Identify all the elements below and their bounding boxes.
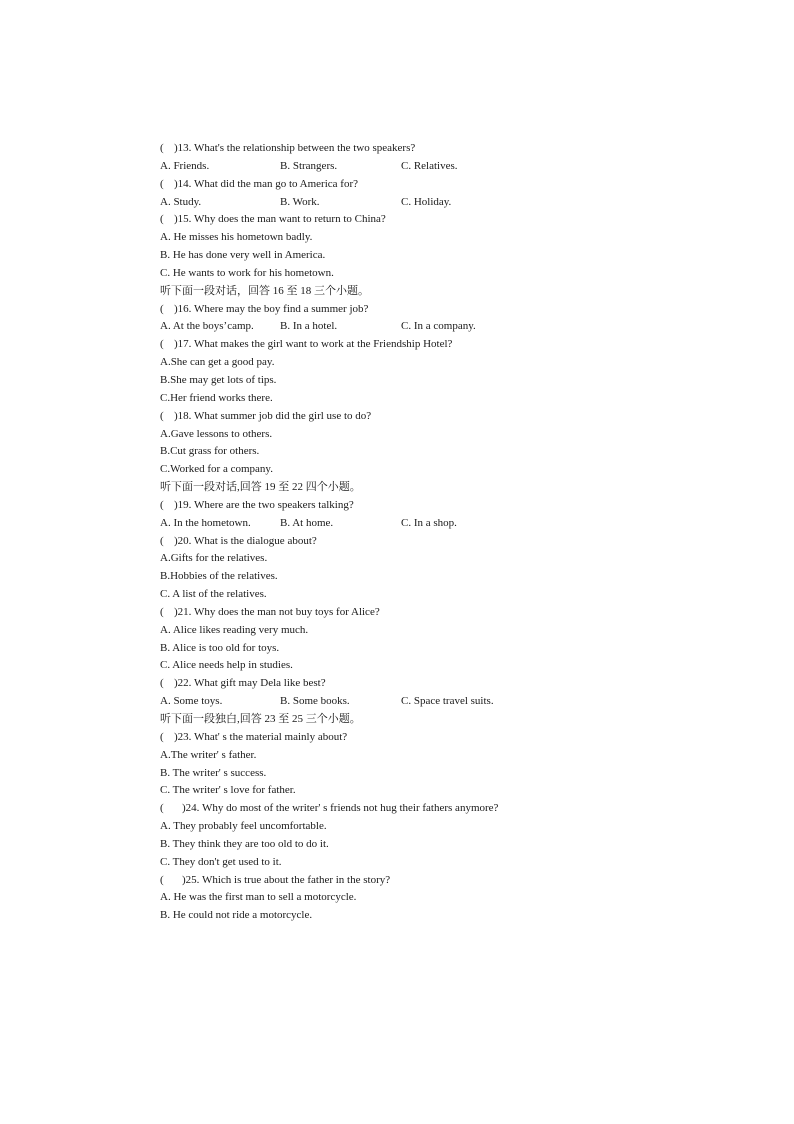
option-b: B. Some books. (280, 695, 350, 708)
question-text: )25. Which is true about the father in the story? (182, 873, 391, 886)
option-line: C. A list of the relatives. (160, 588, 267, 601)
option-line: B. They think they are too old to do it. (160, 837, 329, 850)
section-instruction: 听下面一段对话，回答 16 至 18 三个小题。 (160, 284, 369, 297)
option-b: B. Work. (280, 195, 320, 208)
question-line (160, 301, 720, 319)
option-line: A. Alice likes reading very much. (160, 623, 309, 636)
answer-blank: ( (160, 730, 164, 743)
answer-blank: ( (160, 302, 164, 315)
options-line (160, 515, 720, 533)
options-line (160, 318, 720, 336)
option-line: C.Worked for a company. (160, 463, 273, 476)
option-b: B. Strangers. (280, 159, 338, 172)
section-instruction: 听下面一段独白,回答 23 至 25 三个小题。 (160, 713, 361, 725)
option-line: C. He wants to work for his hometown. (160, 266, 334, 279)
option-line: B. He has done very well in America. (160, 249, 326, 262)
question-line (160, 533, 720, 551)
option-line: C. The writer' s love for father. (160, 784, 296, 797)
section-instruction: 听下面一段对话,回答 19 至 22 四个小题。 (160, 481, 361, 494)
question-line (160, 176, 720, 194)
answer-blank: ( (160, 177, 164, 190)
question-text: )19. Where are the two speakers talking? (174, 498, 354, 511)
answer-blank: ( (160, 409, 164, 422)
option-line: A. They probably feel uncomfortable. (160, 820, 327, 833)
options-line (160, 693, 720, 711)
option-line: A. He was the first man to sell a motorcycle. (160, 891, 357, 904)
answer-blank: ( (160, 873, 164, 886)
question-line (160, 211, 720, 229)
option-c: C. In a company. (401, 320, 476, 333)
option-a: A. In the hometown. (160, 516, 251, 529)
question-text: )14. What did the man go to America for? (174, 177, 358, 190)
answer-blank: ( (160, 142, 164, 154)
question-text: )22. What gift may Dela like best? (174, 677, 326, 690)
option-line: C. Alice needs help in studies. (160, 659, 293, 672)
option-line: A.She can get a good pay. (160, 356, 275, 369)
answer-blank: ( (160, 498, 164, 511)
answer-blank: ( (160, 802, 164, 815)
option-line: B.Cut grass for others. (160, 445, 260, 458)
question-line (160, 408, 720, 426)
question-text: )21. Why does the man not buy toys for Alice? (174, 605, 380, 618)
question-line (160, 604, 720, 622)
option-a: A. Study. (160, 195, 202, 208)
question-text: )18. What summer job did the girl use to do? (174, 409, 372, 422)
option-line: B. The writer' s success. (160, 766, 267, 779)
question-text: )23. What' s the material mainly about? (174, 730, 348, 743)
answer-blank: ( (160, 338, 164, 351)
option-line: A. He misses his hometown badly. (160, 231, 313, 244)
option-line: B. He could not ride a motorcycle. (160, 909, 313, 922)
option-a: A. At the boys’camp. (160, 320, 254, 333)
question-line (160, 140, 720, 158)
option-c: C. Holiday. (401, 195, 452, 208)
option-c: C. Space travel suits. (401, 695, 494, 708)
option-line: C.Her friend works there. (160, 391, 273, 404)
question-text: )20. What is the dialogue about? (174, 534, 317, 547)
question-line (160, 729, 720, 747)
option-a: A. Friends. (160, 159, 210, 172)
question-line (160, 497, 720, 515)
option-line: A.Gifts for the relatives. (160, 552, 268, 565)
question-line (160, 675, 720, 693)
option-line: B.Hobbies of the relatives. (160, 570, 278, 583)
question-text: )15. Why does the man want to return to China? (174, 213, 386, 226)
option-b: B. At home. (280, 516, 334, 529)
option-line: A.The writer' s father. (160, 748, 257, 761)
exam-page (160, 140, 720, 925)
question-line (160, 336, 720, 354)
option-c: C. In a shop. (401, 516, 457, 529)
question-line (160, 800, 720, 818)
option-line: B. Alice is too old for toys. (160, 641, 280, 654)
option-a: A. Some toys. (160, 695, 223, 708)
question-text: )17. What makes the girl want to work at the Friendship Hotel? (174, 338, 453, 351)
answer-blank: ( (160, 677, 164, 690)
question-text: )13. What's the relationship between the two speakers? (174, 142, 416, 154)
option-line: B.She may get lots of tips. (160, 373, 277, 386)
question-text: )16. Where may the boy find a summer job? (174, 302, 369, 315)
options-line (160, 194, 720, 212)
option-b: B. In a hotel. (280, 320, 338, 333)
question-line (160, 872, 720, 890)
option-line: A.Gave lessons to others. (160, 427, 273, 440)
answer-blank: ( (160, 213, 164, 226)
question-text: )24. Why do most of the writer' s friends not hug their fathers anymore? (182, 802, 499, 815)
answer-blank: ( (160, 534, 164, 547)
option-line: C. They don't get used to it. (160, 855, 282, 868)
answer-blank: ( (160, 605, 164, 618)
options-line (160, 158, 720, 176)
option-c: C. Relatives. (401, 159, 458, 172)
